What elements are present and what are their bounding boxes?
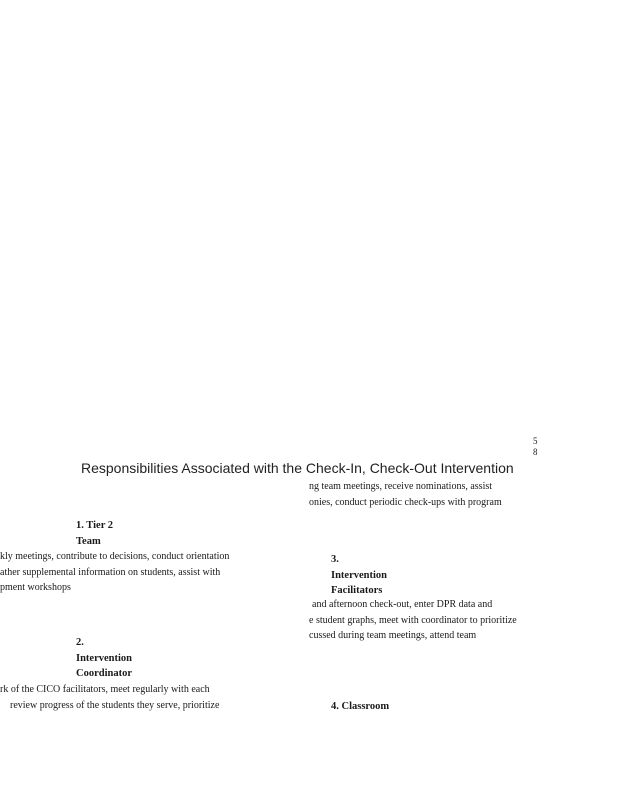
section-1-line-3: pment workshops (0, 582, 71, 593)
document-title: Responsibilities Associated with the Check-In, Check-Out Intervention (81, 460, 514, 476)
section-3-heading-line-1: 3. (331, 554, 339, 565)
section-3-line-3: cussed during team meetings, attend team (309, 630, 477, 641)
section-2-heading-line-1: 2. (76, 637, 84, 648)
right-column-intro (309, 479, 502, 510)
section-3-heading (331, 552, 387, 599)
section-2-heading-line-2: Intervention (76, 652, 132, 664)
page-number-digit-2: 8 (533, 447, 538, 457)
section-2-heading-line-3: Coordinator (76, 668, 132, 679)
right-intro-line-2: onies, conduct periodic check-ups with program (309, 496, 502, 508)
section-3-line-2: e student graphs, meet with coordinator to prioritize (309, 614, 517, 626)
section-3-heading-line-2: Intervention (331, 569, 387, 581)
section-3-body (309, 597, 517, 644)
right-intro-line-1: ng team meetings, receive nominations, assist (309, 481, 493, 492)
section-4-heading-line-1: 4. Classroom (331, 701, 390, 712)
section-3-line-1: and afternoon check-out, enter DPR data and (312, 599, 493, 610)
section-1-body (0, 549, 229, 596)
section-3-heading-line-3: Facilitators (331, 585, 383, 596)
section-1-heading (76, 518, 113, 549)
section-2-line-1: rk of the CICO facilitators, meet regularly with each (0, 684, 210, 695)
section-1-line-1: kly meetings, contribute to decisions, conduct orientation (0, 551, 230, 562)
page-number (533, 436, 538, 458)
section-2-line-2: review progress of the students they serve, prioritize (10, 699, 220, 711)
section-1-heading-line-1: 1. Tier 2 (76, 520, 114, 531)
section-4-heading (331, 699, 389, 715)
section-1-heading-line-2: Team (76, 535, 101, 547)
section-2-heading (76, 635, 132, 682)
page-number-digit-1: 5 (533, 436, 538, 446)
section-2-body (0, 682, 219, 713)
section-1-line-2: ather supplemental information on students, assist with (0, 566, 221, 578)
